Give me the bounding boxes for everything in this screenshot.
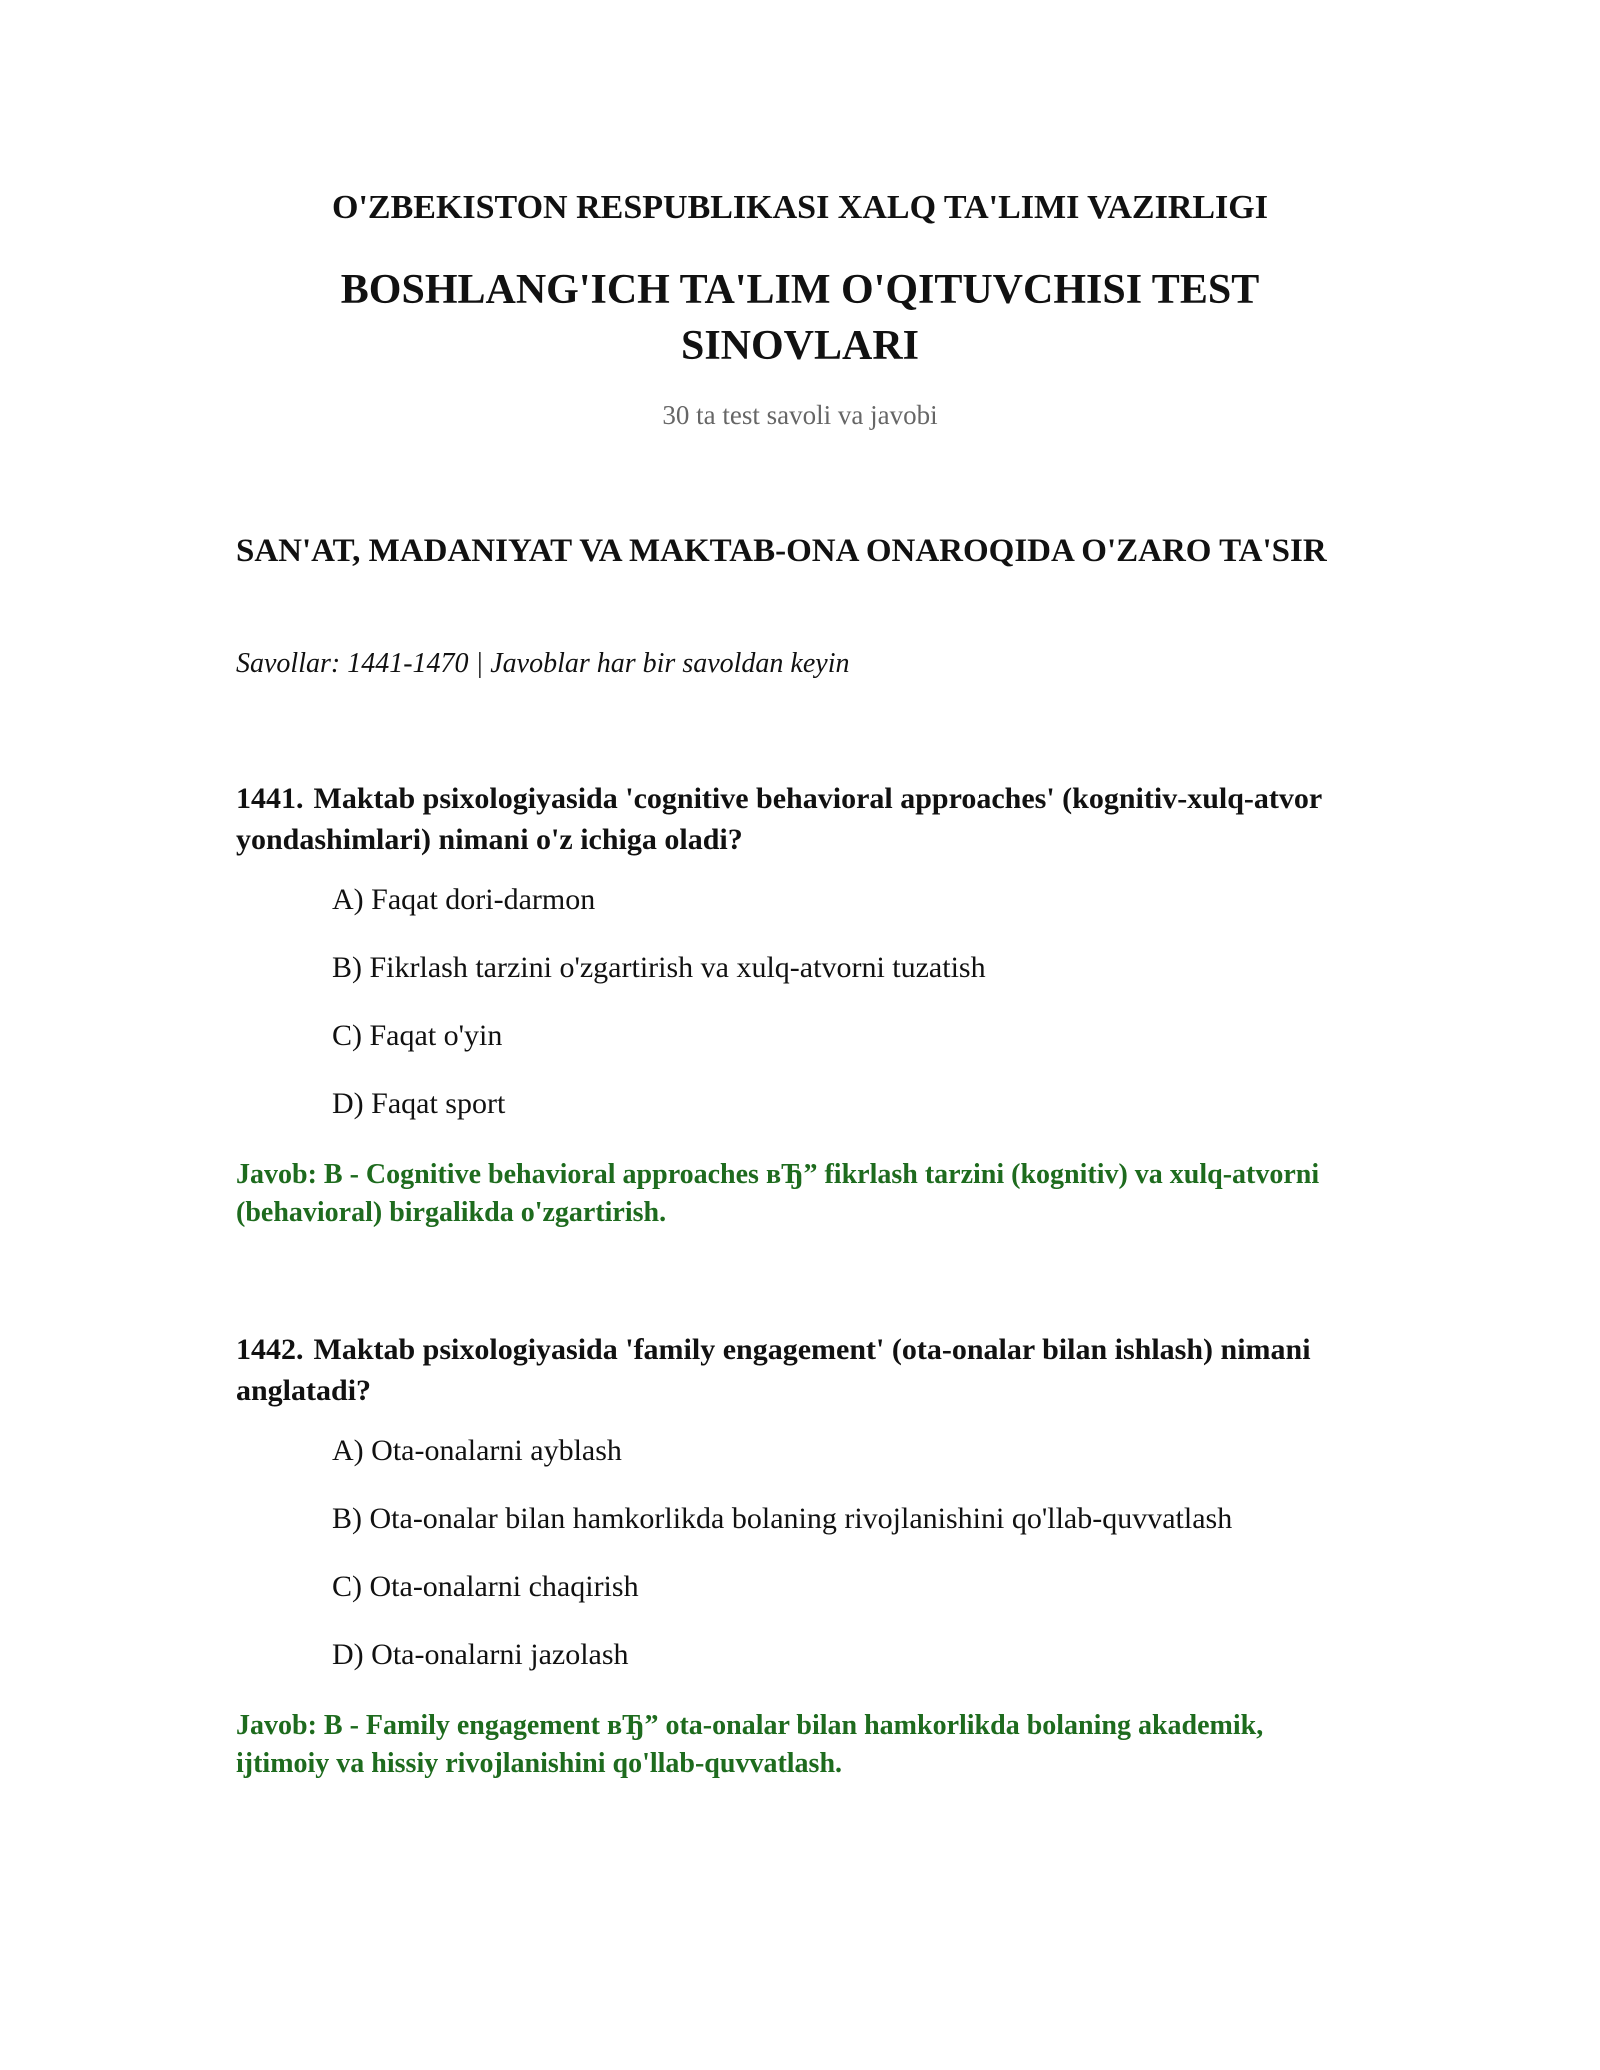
answer-text: Javob: B - Family engagement вЂ” ota-onalar bilan hamkorlikda bolaning akademik, ijtimoiy va hissiy rivojlanishini qo'llab-quvvatlash. — [236, 1710, 1264, 1779]
section-note: Savollar: 1441-1470 | Javoblar har bir savoldan keyin — [236, 648, 850, 679]
option-c: C) Faqat o'yin — [332, 1019, 503, 1052]
option-a: A) Ota-onalarni ayblash — [332, 1434, 622, 1467]
ministry-heading: O'ZBEKISTON RESPUBLIKASI XALQ TA'LIMI VAZIRLIGI — [332, 189, 1268, 226]
option-a: A) Faqat dori-darmon — [332, 883, 596, 916]
document-subtitle: 30 ta test savoli va javobi — [662, 400, 938, 430]
question-text — [236, 778, 1336, 860]
option-list — [332, 1431, 1336, 1703]
question-1441 — [236, 778, 1336, 1232]
option-c: C) Ota-onalarni chaqirish — [332, 1570, 639, 1603]
question-number: 1441. — [236, 782, 304, 815]
answer-text: Javob: B - Cognitive behavioral approaches вЂ” fikrlash tarzini (kognitiv) va xulq-atvorni (behavioral) birgalikda o'zgartirish. — [236, 1159, 1320, 1228]
option-b: B) Fikrlash tarzini o'zgartirish va xulq-atvorni tuzatish — [332, 951, 986, 984]
option-d: D) Ota-onalarni jazolash — [332, 1638, 629, 1671]
option-list — [332, 880, 1336, 1152]
question-number: 1442. — [236, 1333, 304, 1366]
document-title: BOSHLANG'ICH TA'LIM O'QITUVCHISI TEST SINOVLARI — [340, 267, 1260, 369]
question-text — [236, 1329, 1336, 1411]
option-d: D) Faqat sport — [332, 1087, 506, 1120]
question-body: Maktab psixologiyasida 'cognitive behavioral approaches' (kognitiv-xulq-atvor yondashimlari) nimani o'z ichiga oladi? — [236, 782, 1322, 856]
section-title: SAN'AT, MADANIYAT VA MAKTAB-ONA ONAROQIDA O'ZARO TA'SIR — [236, 533, 1327, 569]
question-1442 — [236, 1329, 1336, 1783]
option-b: B) Ota-onalar bilan hamkorlikda bolaning rivojlanishini qo'llab-quvvatlash — [332, 1502, 1233, 1535]
question-body: Maktab psixologiyasida 'family engagement' (ota-onalar bilan ishlash) nimani anglatadi? — [236, 1333, 1311, 1407]
